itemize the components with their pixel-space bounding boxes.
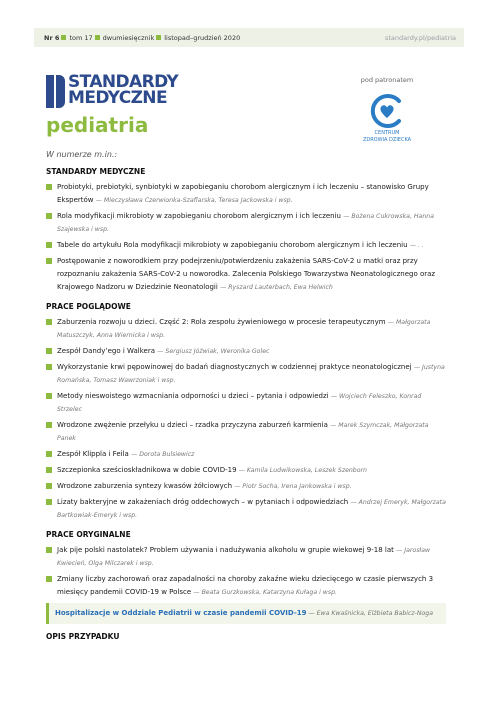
issue-number: Nr 6 xyxy=(44,33,60,42)
square-bullet-icon xyxy=(46,319,52,325)
table-of-contents xyxy=(46,167,446,646)
square-bullet-icon xyxy=(46,422,52,428)
square-bullet-icon xyxy=(46,184,52,190)
section-title: OPIS PRZYPADKU xyxy=(46,632,120,641)
logo-line-1: STANDARDY xyxy=(68,72,179,92)
toc-item[interactable]: Zespół Dandy’ego i Walkera — Sergiusz Jóźwiak, Weronika Golec xyxy=(46,345,446,358)
square-bullet-icon xyxy=(46,576,52,582)
logo-line-2: MEDYCZNE xyxy=(68,88,167,108)
toc-item[interactable]: Szczepionka sześcioskładnikowa w dobie COVID-19 — Kamila Ludwikowska, Leszek Szenborn xyxy=(46,464,446,477)
square-bullet-icon xyxy=(46,451,52,457)
featured-article-title[interactable]: Hospitalizacje w Oddziale Pediatrii w czasie pandemii COVID-19 xyxy=(55,609,307,617)
toc-item[interactable]: Lizaty bakteryjne w zakażeniach dróg oddechowych – w pytaniach i odpowiedziach — Andrzej Emeryk, Małgorzata Bartkowiak-Emeryk i wsp. xyxy=(46,496,446,522)
patronage-label: pod patronatem xyxy=(360,76,414,84)
toc-item[interactable]: Wrodzone zaburzenia syntezy kwasów żółciowych — Piotr Socha, Irena Jankowska i wsp. xyxy=(46,480,446,493)
toc-item[interactable]: Zespół Klippla i Feila — Dorota Bulsiewicz xyxy=(46,448,446,461)
square-bullet-icon xyxy=(46,467,52,473)
patronage-org-line-1: CENTRUM xyxy=(374,130,400,136)
logo-mark-icon xyxy=(46,75,66,108)
section-title: PRACE ORYGINALNE xyxy=(46,530,131,539)
square-bullet-icon xyxy=(46,393,52,399)
square-bullet-icon xyxy=(46,242,52,248)
toc-item[interactable]: Zaburzenia rozwoju u dzieci. Część 2: Rola zespołu żywieniowego w procesie terapeutycznym — Małgorzata Matuszczyk, Anna Wiernicka i wsp. xyxy=(46,316,446,342)
section-title: PRACE POGLĄDOWE xyxy=(46,302,131,311)
issue-period: listopad–grudzień 2020 xyxy=(164,33,241,42)
site-link[interactable]: standardy.pl/pediatria xyxy=(385,33,456,42)
toc-item[interactable]: Postępowanie z noworodkiem przy podejrzeniu/potwierdzeniu zakażenia SARS-CoV-2 u matki oraz przy rozpoznaniu zakażenia SARS-CoV-2 u noworodka. Zalecenia Polskiego Towarzystwa Neonatologicznego oraz Krajowego Nadzoru w Dziedzinie Neonatologii — Ryszard Lauterbach, Ewa Helwich xyxy=(46,255,446,294)
issue-frequency: dwumiesięcznik xyxy=(102,33,155,42)
featured-article-authors: Ewa Kwaśnicka, Elżbieta Babicz-Noga xyxy=(316,610,434,617)
square-bullet-icon xyxy=(46,348,52,354)
section-title: STANDARDY MEDYCZNE xyxy=(46,167,146,176)
featured-article[interactable]: Hospitalizacje w Oddziale Pediatrii w czasie pandemii COVID-19 — Ewa Kwaśnicka, Elżbieta Babicz-Noga xyxy=(46,603,446,624)
standardy-medyczne-logo xyxy=(46,74,206,110)
issue-meta xyxy=(44,34,240,42)
square-bullet-icon xyxy=(46,213,52,219)
square-bullet-icon xyxy=(46,499,52,505)
issue-volume: tom 17 xyxy=(69,33,93,42)
journal-name: pediatria xyxy=(46,113,149,137)
square-bullet-icon xyxy=(46,258,52,264)
issue-header-bar xyxy=(34,28,464,47)
toc-item[interactable]: Zmiany liczby zachorowań oraz zapadalności na choroby zakaźne wieku dziecięcego w czasie pierwszych 3 miesięcy pandemii COVID-19 w Polsce — Beata Gurzkowska, Katarzyna Kułaga i wsp. xyxy=(46,573,446,599)
toc-item[interactable]: Jak pije polski nastolatek? Problem używania i nadużywania alkoholu w grupie wiekowej 9-18 lat — Jarosław Kwiecień, Olga Milczarek i wsp. xyxy=(46,544,446,570)
toc-item[interactable]: Rola modyfikacji mikrobioty w zapobieganiu chorobom alergicznym i ich leczeniu — Bożena Cukrowska, Hanna Szajewska i wsp. xyxy=(46,210,446,236)
toc-item[interactable]: Metody nieswoistego wzmacniania odporności u dzieci – pytania i odpowiedzi — Wojciech Feleszko, Konrad Strzelec xyxy=(46,390,446,416)
square-bullet-icon xyxy=(61,35,66,40)
czd-heart-logo-icon xyxy=(369,93,405,129)
toc-item[interactable]: Tabele do artykułu Rola modyfikacji mikrobioty w zapobieganiu chorobom alergicznym i ich leczeniu — . . xyxy=(46,239,446,252)
patronage-org-line-2: ZDROWIA DZIECKA xyxy=(362,137,412,143)
toc-item[interactable]: Probiotyki, prebiotyki, synbiotyki w zapobieganiu chorobom alergicznym i ich leczeniu – stanowisko Grupy Ekspertów — Mieczysława Czerwionka-Szaflarska, Teresa Jackowska i wsp. xyxy=(46,181,446,207)
square-bullet-icon xyxy=(46,483,52,489)
toc-item[interactable]: Wykorzystanie krwi pępowinowej do badań diagnostycznych w codziennej praktyce neonatologicznej — Justyna Romańska, Tomasz Wawrzoniak i wsp. xyxy=(46,361,446,387)
patronage-block xyxy=(352,76,422,143)
toc-intro: W numerze m.in.: xyxy=(46,150,118,159)
square-bullet-icon xyxy=(46,547,52,553)
square-bullet-icon xyxy=(46,364,52,370)
toc-item[interactable]: Wrodzone zwężenie przełyku u dzieci – rzadka przyczyna zaburzeń karmienia — Marek Szymczak, Małgorzata Panek xyxy=(46,419,446,445)
square-bullet-icon xyxy=(95,35,100,40)
square-bullet-icon xyxy=(156,35,161,40)
